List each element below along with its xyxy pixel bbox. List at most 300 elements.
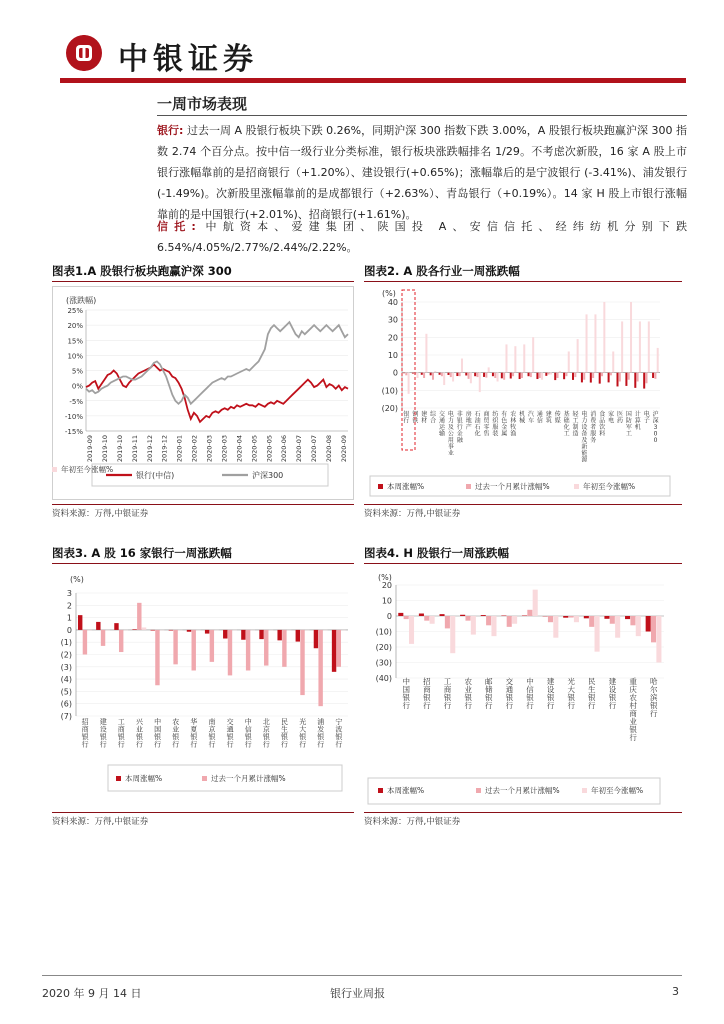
fig4-bar xyxy=(625,616,630,619)
section-title: 一周市场表现 xyxy=(157,95,248,113)
fig3-ytick-label: 1 xyxy=(66,613,72,623)
fig2-bar xyxy=(425,334,427,373)
fig3-ytick-label: 3 xyxy=(66,589,72,598)
fig3-bar xyxy=(83,630,87,655)
fig2-bar xyxy=(512,373,514,377)
trust-lead: 信托: xyxy=(157,220,196,233)
fig2-bar xyxy=(648,321,650,372)
fig2-bar xyxy=(568,351,570,372)
fig1-title: 图表1.A 股银行板块跑赢沪深 300 xyxy=(52,264,232,278)
fig2-xtick-label: 非银行金融 xyxy=(456,411,463,444)
fig3-bar xyxy=(277,630,281,640)
fig2-bar xyxy=(586,314,588,372)
fig2-ylabel: (%) xyxy=(382,289,396,298)
fig3-bar xyxy=(132,629,136,630)
fig3-bar xyxy=(228,630,232,676)
fig3-xtick-label: 兴业银行 xyxy=(136,718,143,749)
fig2-bar xyxy=(637,373,639,382)
fig1-xtick-label: 2020-05 xyxy=(265,435,274,463)
fig1-xtick-label: 2019-12 xyxy=(145,435,154,463)
fig2-bar xyxy=(610,373,612,376)
fig4-xtick-label: 中国银行 xyxy=(402,677,411,710)
fig2-bar xyxy=(450,373,452,377)
fig3-bar xyxy=(318,630,322,706)
fig2-bar xyxy=(405,373,407,376)
fig3-bar xyxy=(246,630,250,671)
fig2-bar xyxy=(557,373,559,378)
fig4-bar xyxy=(460,615,465,616)
fig2-xtick-label: 家电 xyxy=(608,411,615,425)
fig2-bar xyxy=(539,373,541,378)
trust-text: 中航资本、爱建集团、陕国投 A、安信信托、经纬纺机分别下跌 6.54%/4.05%/2.77%/2.44%/2.22%。 xyxy=(157,220,687,254)
fig3-xtick-label: 南京银行 xyxy=(208,718,216,749)
fig3-bar xyxy=(332,630,336,672)
fig2-bar xyxy=(497,373,499,382)
fig3-legend-swatch xyxy=(202,776,207,781)
fig4-bar xyxy=(404,616,409,619)
fig2-bar xyxy=(447,373,449,375)
fig1-xtick-label: 2020-04 xyxy=(235,435,244,463)
fig4-bar xyxy=(595,616,600,652)
fig2-bar xyxy=(503,373,505,380)
fig2-bar xyxy=(528,373,530,377)
fig2-xtick-label: 建筑 xyxy=(545,411,552,425)
fig1-xtick-label: 2020-03 xyxy=(220,435,229,463)
fig2-bar xyxy=(541,373,543,380)
fig2-ytick-label: 0 xyxy=(392,368,398,378)
fig2-bar xyxy=(619,373,621,382)
fig1-ytick-label: 15% xyxy=(67,337,83,346)
fig4-bar xyxy=(512,616,517,624)
fig4-ytick-label: (10) xyxy=(375,627,392,637)
fig3-ytick-label: (7) xyxy=(60,712,72,721)
fig1-xtick-label: 2019-10 xyxy=(100,435,109,463)
bank-text: 过去一周 A 股银行板块下跌 0.26%，同期沪深 300 指数下跌 3.00%，A 股银行板块跑赢沪深 300 指数 2.74 个百分点。按中信一级行业分类标准，银行板块涨跌幅排名 1/29。不考虑次新股，16 家 A 股上市银行涨幅靠前的是招商银行（+1.20%）、建设银行(+0.65%)；涨幅靠后的是宁波银行 (-3.41%)、浦发银行 (-1.49%)。次新股里涨幅靠前的是成都银行（+2.63%）、青岛银行（+0.19%）。14 家 H 股上市银行涨幅靠前的是中国银行(+2.01%)、招商银行(+1.61%)。 xyxy=(157,124,687,221)
fig3-ytick-label: (4) xyxy=(60,675,72,685)
trust-paragraph xyxy=(157,216,687,258)
fig3-xtick-label: 光大银行 xyxy=(299,718,307,749)
fig2-bar xyxy=(630,302,632,373)
fig4-bar xyxy=(630,616,635,625)
fig2-bar xyxy=(634,373,636,388)
fig3-xtick-label: 宁波银行 xyxy=(335,718,343,749)
fig3-xtick-label: 中国银行 xyxy=(154,718,162,749)
fig2-bar xyxy=(492,373,494,377)
fig2-bar xyxy=(417,373,419,378)
brand-name: 中银证券 xyxy=(118,42,258,77)
fig4-legend-label: 过去一个月累计涨幅% xyxy=(485,786,560,795)
fig3-bar xyxy=(173,630,177,664)
fig3-legend-label: 年初至今涨幅% xyxy=(61,465,114,474)
fig4-xtick-label: 交通银行 xyxy=(505,677,514,710)
fig4-xtick-label: 建设银行 xyxy=(546,677,555,710)
fig2-bar xyxy=(521,373,523,378)
fig1-ytick-label: 10% xyxy=(67,352,83,361)
fig4-bar xyxy=(491,616,496,636)
fig2-bar xyxy=(625,373,627,386)
fig3-bar xyxy=(137,603,141,630)
fig4-bar xyxy=(646,616,651,632)
fig4-legend-swatch xyxy=(378,788,383,793)
fig1-xtick-label: 2019-10 xyxy=(115,435,124,463)
fig2-xtick-label: 通信 xyxy=(536,411,543,425)
fig2-bar xyxy=(403,373,405,374)
fig4-legend-swatch xyxy=(582,788,587,793)
fig3-legend-label: 过去一个月累计涨幅% xyxy=(211,774,286,783)
fig2-bar xyxy=(494,373,496,378)
fig2-bar xyxy=(559,371,561,373)
fig1-source: 资料来源：万得,中银证券 xyxy=(52,509,149,519)
fig2-xtick-label: 计算机 xyxy=(634,411,641,431)
fig2-ytick-label: (20) xyxy=(381,404,398,413)
fig4-bar xyxy=(465,616,470,621)
fig4-bar xyxy=(548,616,553,622)
fig4-chart xyxy=(364,572,682,808)
fig3-bar xyxy=(119,630,123,652)
fig3-xtick-label: 北京银行 xyxy=(262,718,270,749)
fig2-bar xyxy=(501,373,503,379)
fig4-bar xyxy=(419,614,424,617)
fig2-bar xyxy=(523,344,525,372)
fig2-bar xyxy=(612,351,614,372)
fig2-xtick-label: 石油石化 xyxy=(474,411,481,438)
fig2-bar xyxy=(574,373,576,377)
fig2-xtick-label: 房地产 xyxy=(465,411,472,431)
fig2-bar xyxy=(563,373,565,380)
bank-paragraph xyxy=(157,120,687,225)
fig1-xtick-label: 2020-06 xyxy=(280,435,289,463)
fig4-ytick-label: (40) xyxy=(375,674,392,683)
fig2-legend-swatch xyxy=(378,484,383,489)
fig4-bar xyxy=(656,616,661,663)
fig2-ytick-label: 40 xyxy=(387,298,398,307)
fig2-xtick-label: 轻工制造 xyxy=(572,411,579,438)
fig2-bar xyxy=(412,373,414,374)
fig2-bar xyxy=(443,373,445,385)
fig2-bar xyxy=(468,373,470,379)
fig2-bar xyxy=(608,373,610,383)
fig2-xtick-label: 商贸零售 xyxy=(483,411,490,438)
fig4-title: 图表4. H 股银行一周涨跌幅 xyxy=(364,546,510,560)
fig3-xtick-label: 中信银行 xyxy=(244,718,252,749)
fig4-ylabel: (%) xyxy=(378,573,392,582)
fig3-ytick-label: (6) xyxy=(60,699,72,709)
fig2-bar xyxy=(465,373,467,376)
fig2-bar xyxy=(476,373,478,377)
fig4-bar xyxy=(651,616,656,642)
fig4-bar xyxy=(610,616,615,624)
fig3-xtick-label: 农业银行 xyxy=(172,718,180,749)
fig1-xtick-label: 2020-05 xyxy=(250,435,259,463)
fig2-xtick-label: 食品饮料 xyxy=(599,411,606,438)
fig3-ytick-label: (3) xyxy=(60,662,72,672)
fig2-xtick-label: 有色金属 xyxy=(501,411,508,438)
fig4-bar xyxy=(569,616,574,618)
fig3-bar xyxy=(259,630,263,639)
fig4-xtick-label: 重庆农村商业银行 xyxy=(629,677,637,742)
fig2-legend-swatch xyxy=(574,484,579,489)
fig1-xtick-label: 2020-08 xyxy=(325,435,334,463)
fig1-xtick-label: 2019-11 xyxy=(130,435,139,463)
fig2-bar xyxy=(530,373,532,377)
fig4-bar xyxy=(409,616,414,644)
fig1-ylabel: (涨跌幅) xyxy=(66,296,97,305)
fig3-bar xyxy=(78,615,82,630)
fig1-xtick-label: 2020-02 xyxy=(190,435,199,463)
fig4-bar xyxy=(636,616,641,636)
fig1-series-hs300-line xyxy=(86,322,348,404)
fig3-xtick-label: 民生银行 xyxy=(281,718,288,749)
fig3-ytick-label: (1) xyxy=(60,638,72,648)
fig4-xtick-label: 中信银行 xyxy=(526,677,534,710)
fig1-ytick-label: -5% xyxy=(69,397,83,406)
fig4-bar xyxy=(398,613,403,616)
page-number: 3 xyxy=(672,985,679,998)
fig2-bar xyxy=(474,373,476,377)
fig3-bar xyxy=(241,630,245,640)
fig1-xtick-label: 2020-07 xyxy=(310,435,319,463)
fig2-bar xyxy=(408,373,410,394)
fig4-legend-label: 年初至今涨幅% xyxy=(591,786,644,795)
fig4-bar xyxy=(481,615,486,616)
footer-title: 银行业周报 xyxy=(330,987,385,1000)
fig3-bar xyxy=(155,630,159,685)
fig2-xtick-label: 传媒 xyxy=(554,411,561,425)
fig2-xtick-label: 电力设备及新能源 xyxy=(581,411,588,464)
fig2-bar xyxy=(479,373,481,392)
fig2-xtick-label: 消费者服务 xyxy=(590,411,597,444)
fig2-ytick-label: 20 xyxy=(387,333,398,343)
fig2-bar xyxy=(432,373,434,380)
fig3-bar xyxy=(169,630,173,631)
fig2-legend-label: 年初至今涨幅% xyxy=(583,482,636,491)
fig2-chart xyxy=(364,286,682,500)
fig1-ytick-label: 20% xyxy=(67,322,83,331)
fig4-ytick-label: (30) xyxy=(375,658,392,668)
fig2-ytick-label: (10) xyxy=(381,386,398,396)
fig2-bar xyxy=(601,373,603,377)
fig1-xtick-label: 2020-07 xyxy=(295,435,304,463)
fig2-bar xyxy=(590,373,592,383)
fig4-xtick-label: 邮储银行 xyxy=(485,677,493,710)
fig3-legend-swatch xyxy=(116,776,121,781)
fig2-xtick-label: 综合 xyxy=(430,411,437,425)
section-divider xyxy=(157,115,687,116)
fig2-xtick-label: 建材 xyxy=(421,411,428,425)
fig3-xtick-label: 招商银行 xyxy=(81,718,89,749)
fig4-ytick-label: (20) xyxy=(375,643,392,652)
fig3-bar xyxy=(142,627,146,629)
fig2-xtick-label: 医药 xyxy=(616,411,624,425)
fig1-xtick-label: 2019-12 xyxy=(160,435,169,463)
fig3-bar xyxy=(205,630,209,634)
fig3-bar xyxy=(314,630,318,648)
fig4-xtick-label: 建设银行 xyxy=(608,677,617,710)
fig2-bar xyxy=(617,373,619,387)
fig3-bar xyxy=(114,623,118,630)
fig2-highlight-box xyxy=(402,290,415,450)
fig4-xtick-label: 民生银行 xyxy=(588,677,596,710)
bank-lead: 银行: xyxy=(157,124,184,137)
fig2-source-rule xyxy=(364,504,682,505)
fig3-bar xyxy=(96,622,100,630)
fig3-bar xyxy=(337,630,341,667)
page-header xyxy=(0,0,724,90)
fig4-xtick-label: 哈尔滨银行 xyxy=(649,677,658,718)
fig2-bar xyxy=(599,373,601,384)
fig2-xtick-label: 交通运输 xyxy=(438,411,446,438)
fig2-bar xyxy=(594,314,596,372)
fig2-bar xyxy=(434,371,436,373)
fig2-bar xyxy=(461,359,463,373)
fig2-title: 图表2. A 股各行业一周涨跌幅 xyxy=(364,264,520,278)
fig1-xtick-label: 2020-01 xyxy=(175,435,184,463)
fig1-title-rule xyxy=(52,281,354,282)
fig4-bar xyxy=(584,616,589,618)
fig2-bar xyxy=(592,373,594,378)
fig1-legend-label: 沪深300 xyxy=(252,471,284,480)
footer-date: 2020 年 9 月 14 日 xyxy=(42,987,142,1000)
fig2-bar xyxy=(639,321,641,372)
fig2-bar xyxy=(452,373,454,382)
fig2-bar xyxy=(514,346,516,373)
fig2-title-rule xyxy=(364,281,682,282)
fig2-bar xyxy=(470,373,472,384)
fig2-bar xyxy=(554,373,556,380)
fig2-bar xyxy=(510,373,512,379)
fig4-bar xyxy=(507,616,512,627)
fig4-bar xyxy=(471,616,476,635)
fig3-source-rule xyxy=(52,812,354,813)
fig3-xtick-label: 建设银行 xyxy=(99,718,107,749)
fig3-xtick-label: 交通银行 xyxy=(226,718,234,749)
fig2-xtick-label: 纺织服装 xyxy=(492,411,499,438)
fig1-ytick-label: -10% xyxy=(64,412,83,421)
fig4-bar xyxy=(430,616,435,624)
fig1-series-bank-line xyxy=(86,364,348,422)
fig4-bar xyxy=(450,616,455,653)
fig2-xtick-label: 汽车 xyxy=(527,411,535,425)
fig4-bar xyxy=(615,616,620,638)
fig3-bar xyxy=(300,630,304,695)
header-divider xyxy=(60,78,686,83)
fig3-bar xyxy=(282,630,286,667)
fig2-bar xyxy=(545,373,547,376)
fig1-xtick-label: 2020-03 xyxy=(205,435,214,463)
fig2-bar xyxy=(646,373,648,384)
fig3-legend-label: 本周涨幅% xyxy=(125,774,163,783)
fig3-ytick-label: (2) xyxy=(60,650,72,660)
fig2-bar xyxy=(654,373,656,379)
fig4-bar xyxy=(553,616,558,638)
fig2-xtick-label: 电力及公用事业 xyxy=(447,411,454,457)
fig2-xtick-label: 机械 xyxy=(519,411,526,425)
fig1-legend-label: 银行(中信) xyxy=(136,471,175,480)
fig1-ytick-label: 5% xyxy=(71,367,83,376)
fig2-bar xyxy=(532,337,534,372)
fig4-bar xyxy=(574,616,579,622)
fig4-source: 资料来源：万得,中银证券 xyxy=(364,817,461,827)
fig2-bar xyxy=(550,373,552,375)
fig2-bar xyxy=(439,373,441,375)
fig2-xtick-label: 钢铁 xyxy=(412,411,419,425)
fig2-bar xyxy=(572,373,574,380)
fig4-bar xyxy=(424,616,429,621)
fig2-legend-label: 本周涨幅% xyxy=(387,482,425,491)
fig2-bar xyxy=(536,373,538,379)
footer-divider xyxy=(42,975,682,976)
fig2-bar xyxy=(652,373,654,378)
fig1-xtick-label: 2019-09 xyxy=(86,435,94,463)
fig3-xtick-label: 浦发银行 xyxy=(317,718,325,749)
fig4-title-rule xyxy=(364,563,682,564)
fig3-source: 资料来源：万得,中银证券 xyxy=(52,817,149,827)
fig3-ytick-label: (5) xyxy=(60,687,72,697)
fig2-xtick-label: 银行 xyxy=(403,411,410,425)
fig1-ytick-label: 0% xyxy=(71,382,83,391)
fig2-bar xyxy=(628,373,630,380)
fig4-legend-label: 本周涨幅% xyxy=(387,786,425,795)
fig2-bar xyxy=(488,367,490,372)
fig4-source-rule xyxy=(364,812,682,813)
fig4-ytick-label: 10 xyxy=(381,596,392,606)
fig3-bar xyxy=(264,630,268,666)
fig2-bar xyxy=(577,339,579,373)
fig4-bar xyxy=(486,616,491,625)
fig1-source-rule xyxy=(52,504,354,505)
fig2-bar xyxy=(483,373,485,377)
fig2-bar xyxy=(459,373,461,377)
fig2-bar xyxy=(421,373,423,375)
fig2-ytick-label: 10 xyxy=(387,351,398,360)
fig2-bar xyxy=(581,373,583,383)
fig3-title: 图表3. A 股 16 家银行一周涨跌幅 xyxy=(52,546,232,560)
fig4-xtick-label: 招商银行 xyxy=(423,677,431,710)
fig2-bar xyxy=(430,373,432,376)
fig2-bar xyxy=(519,373,521,379)
fig2-bar xyxy=(441,373,443,377)
fig3-bar xyxy=(187,630,191,632)
fig2-bar xyxy=(456,373,458,376)
fig2-xtick-label: 农林牧渔 xyxy=(510,411,517,438)
fig4-bar xyxy=(604,616,609,619)
fig2-xtick-label: 沪深 3 0 0 xyxy=(652,411,659,444)
fig3-bar xyxy=(192,630,196,671)
fig1-ytick-label: 25% xyxy=(67,307,83,315)
fig2-xtick-label: 电子 xyxy=(643,411,650,425)
fig4-xtick-label: 光大银行 xyxy=(567,677,575,710)
fig3-bar xyxy=(296,630,300,642)
fig3-bar xyxy=(223,630,227,639)
fig4-bar xyxy=(533,590,538,616)
fig3-bar xyxy=(210,630,214,662)
fig2-source: 资料来源：万得,中银证券 xyxy=(364,509,461,519)
fig2-legend-label: 过去一个月累计涨幅% xyxy=(475,482,550,491)
fig2-bar xyxy=(548,373,550,375)
fig2-ytick-label: 30 xyxy=(387,315,398,325)
fig4-legend-swatch xyxy=(476,788,481,793)
fig2-bar xyxy=(485,373,487,378)
fig2-bar xyxy=(505,344,507,372)
fig2-bar xyxy=(423,373,425,378)
fig2-legend-swatch xyxy=(466,484,471,489)
fig4-ytick-label: 20 xyxy=(381,581,392,590)
fig4-bar xyxy=(589,616,594,627)
fig4-bar xyxy=(445,616,450,628)
fig3-ytick-label: 2 xyxy=(66,601,72,611)
fig2-xtick-label: 基础化工 xyxy=(563,411,570,438)
fig3-ytick-label: 0 xyxy=(66,625,72,635)
